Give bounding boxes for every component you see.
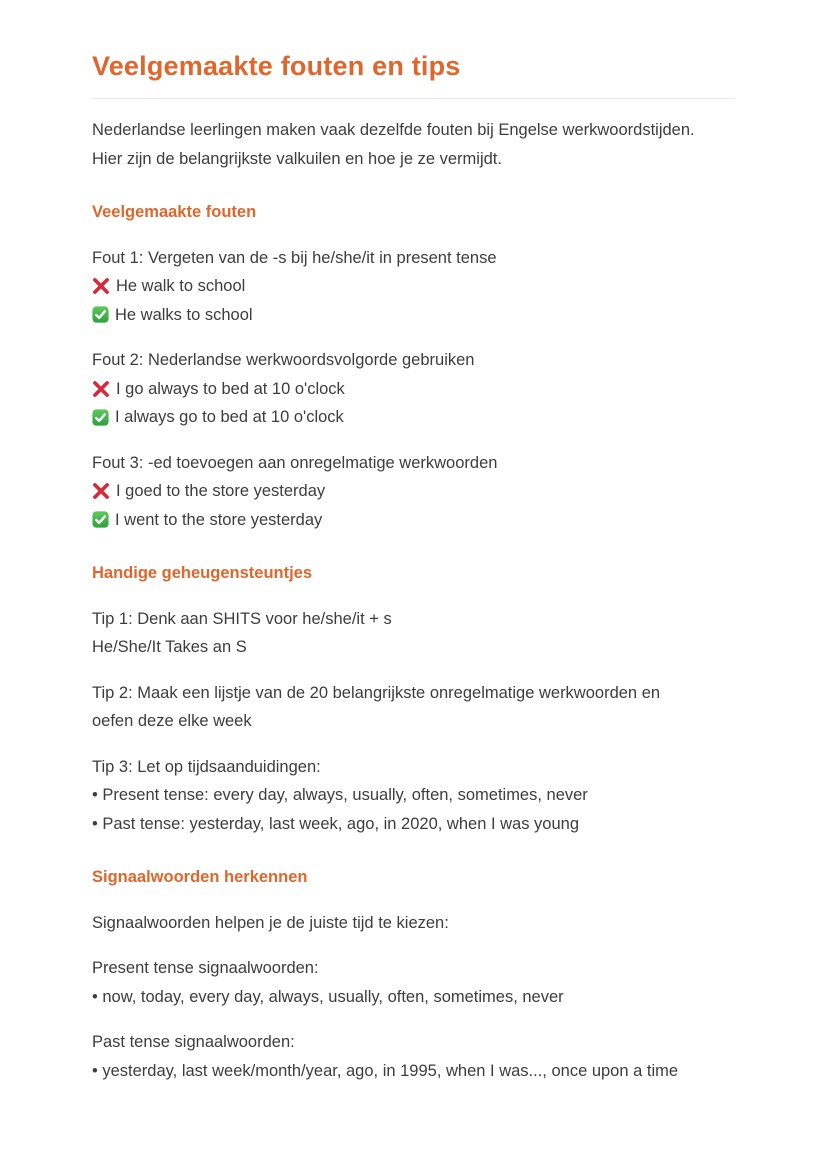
tip-bullet-line: • Present tense: every day, always, usually, often, sometimes, never (92, 786, 588, 804)
wrong-example-text: He walk to school (116, 277, 246, 295)
signaalwoorden-bullet-line: • yesterday, last week/month/year, ago, in 1995, when I was..., once upon a time (92, 1061, 679, 1080)
mistake-block (92, 449, 735, 535)
signaalwoorden-intro-line: Signaalwoorden helpen je de juiste tijd te kiezen: (92, 913, 449, 932)
section-heading-handige-geheugensteuntjes: Handige geheugensteuntjes (92, 564, 313, 582)
right-example-text: He walks to school (115, 305, 253, 324)
tip-bullet-line: • Past tense: yesterday, last week, ago, in 2020, when I was young (92, 814, 579, 833)
check-mark-button-icon (92, 511, 109, 528)
right-example-line (92, 301, 735, 330)
tip-line: Tip 3: Let op tijdsaanduidingen: (92, 757, 321, 776)
signaalwoorden-group (92, 954, 735, 1011)
wrong-example-text: I goed to the store yesterday (116, 482, 326, 500)
wrong-example-text: I go always to bed at 10 o'clock (116, 379, 345, 398)
mistake-block (92, 346, 735, 432)
signaalwoorden-group-label: Present tense signaalwoorden: (92, 959, 319, 977)
check-mark-button-icon (92, 409, 109, 426)
tip-block (92, 753, 735, 839)
cross-mark-icon (92, 482, 110, 500)
tip-line: Tip 1: Denk aan SHITS voor he/she/it + s (92, 609, 392, 628)
mistake-label: Fout 1: Vergeten van de -s bij he/she/it in present tense (92, 248, 497, 267)
tip-block (92, 679, 735, 736)
wrong-example-line (92, 272, 735, 301)
tip-line: oefen deze elke week (92, 712, 252, 730)
signaalwoorden-group-label: Past tense signaalwoorden: (92, 1033, 295, 1051)
page-title: Veelgemaakte fouten en tips (92, 47, 735, 99)
mistake-label: Fout 3: -ed toevoegen aan onregelmatige werkwoorden (92, 453, 498, 472)
tip-line: Tip 2: Maak een lijstje van de 20 belangrijkste onregelmatige werkwoorden en (92, 683, 661, 702)
intro-line: Nederlandse leerlingen maken vaak dezelfde fouten bij Engelse werkwoordstijden. (92, 121, 695, 139)
signaalwoorden-bullet-line: • now, today, every day, always, usually, often, sometimes, never (92, 987, 564, 1006)
section-heading-signaalwoorden-herkennen: Signaalwoorden herkennen (92, 868, 308, 886)
check-mark-button-icon (92, 306, 109, 323)
tip-block (92, 605, 735, 662)
right-example-text: I always go to bed at 10 o'clock (115, 408, 344, 426)
wrong-example-line (92, 375, 735, 404)
signaalwoorden-intro (92, 909, 735, 938)
mistake-label: Fout 2: Nederlandse werkwoordsvolgorde gebruiken (92, 351, 475, 369)
intro-line: Hier zijn de belangrijkste valkuilen en hoe je ze vermijdt. (92, 149, 502, 168)
tip-line: He/She/It Takes an S (92, 638, 247, 656)
cross-mark-icon (92, 380, 110, 398)
signaalwoorden-group (92, 1028, 735, 1085)
wrong-example-line (92, 477, 735, 506)
mistake-block (92, 244, 735, 330)
intro-paragraph (92, 116, 735, 173)
right-example-text: I went to the store yesterday (115, 510, 323, 529)
cross-mark-icon (92, 277, 110, 295)
right-example-line (92, 506, 735, 535)
right-example-line (92, 403, 735, 432)
section-heading-veelgemaakte-fouten: Veelgemaakte fouten (92, 203, 257, 221)
